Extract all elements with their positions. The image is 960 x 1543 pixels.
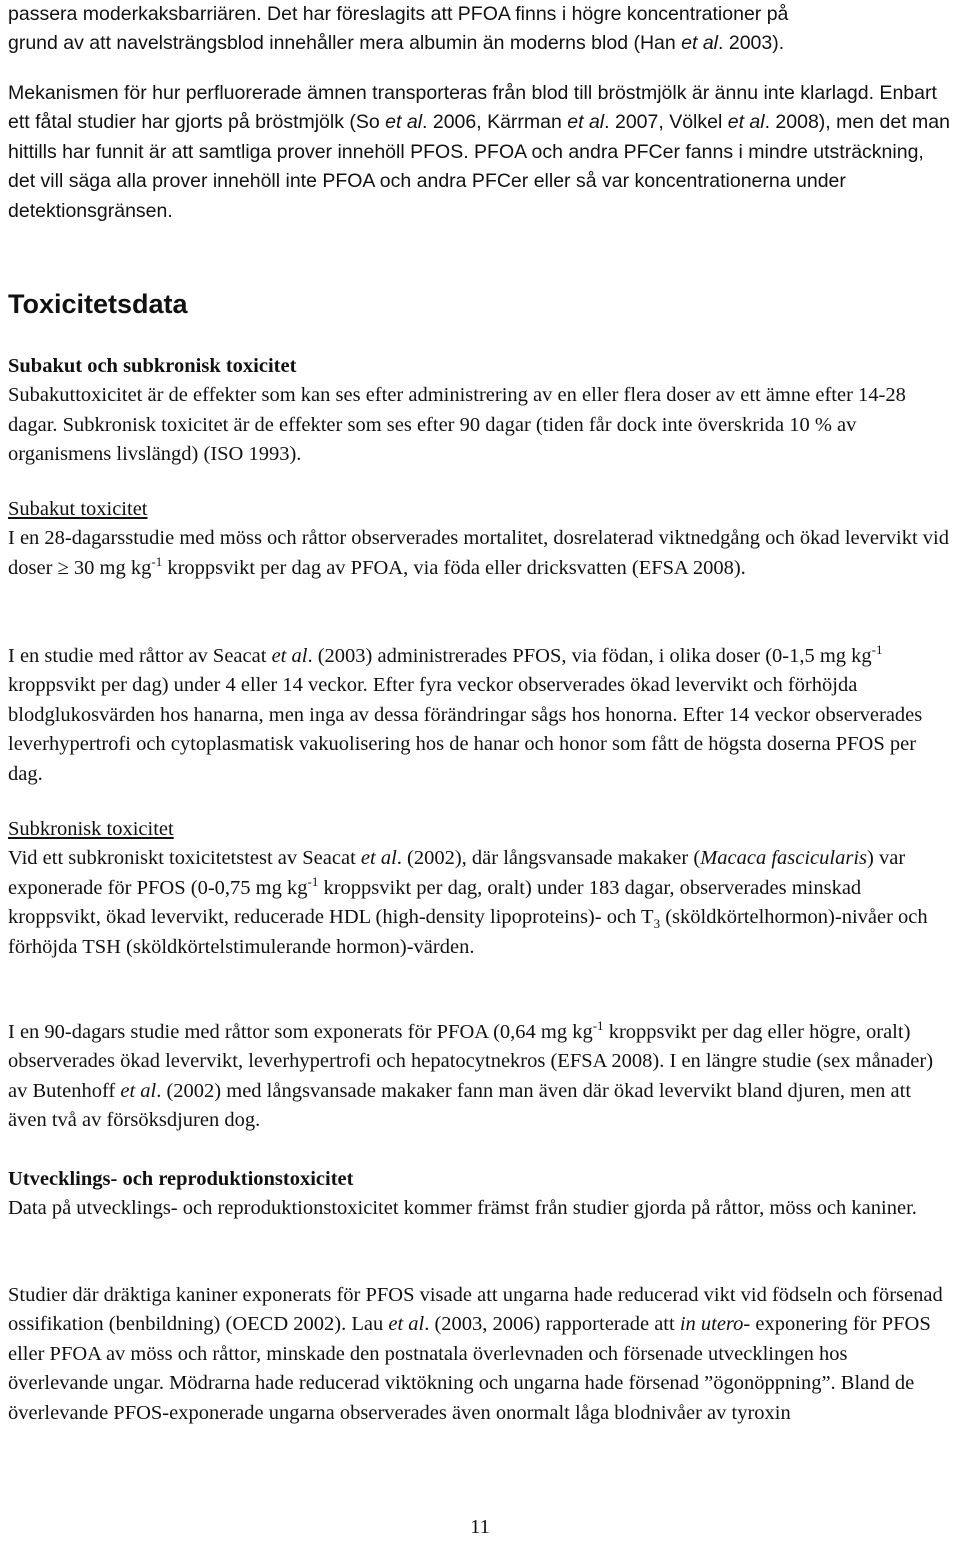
subsection-heading-subakut-subkronisk: Subakut och subkronisk toxicitet — [8, 355, 297, 377]
subchronic-paragraph — [8, 352, 952, 470]
citation-et-al: et al — [385, 111, 423, 134]
subkronisk-section — [8, 815, 952, 962]
seacat-text-c: kroppsvikt per dag) under 4 eller 14 veckor. Efter fyra veckor observerades ökad levervikt och förhöjda blodglukosvärden hos hanarna, men inga av dessa förändringar sågs hos honorna. Efter 14 veckor observerades leverhypertrofi och cytoplasmatisk vakuolisering hos de hanar och honor som fått de högsta doserna PFOS per dag. — [8, 674, 923, 785]
exponent: -1 — [307, 873, 319, 889]
in-utero-term: in utero — [679, 1313, 744, 1336]
exponent: -1 — [592, 1018, 604, 1034]
rabbit-study-paragraph — [8, 1281, 952, 1428]
repro-text-2c: - exponering för PFOS eller PFOA av möss och råttor, minskade den postnatala överlevnaden och försenade utvecklingen hos överlevande ungar. Mödrarna hade reducerad viktökning och ungarna hade försenad ”ögonöppning”. Bland de överlevande PFOS-exponerade ungarna observerades även onormalt låga blodnivåer av tyroxin — [8, 1313, 931, 1424]
subkronisk-text-1e: (sköldkörtelhormon)-nivåer och förhöjda TSH (sköldkörtelstimulerande hormon)-värden. — [8, 906, 928, 958]
citation-et-al: et al — [120, 1079, 157, 1102]
subsection-heading-subakut: Subakut toxicitet — [8, 498, 148, 520]
seacat-text-b: . (2003) administrerades PFOS, via födan, i olika doser (0-1,5 mg kg — [307, 645, 872, 667]
intro-line-2-end: . 2003). — [718, 32, 785, 55]
page-number: 11 — [470, 1516, 490, 1538]
subakut-text-1c: kroppsvikt per dag av PFOA, via föda eller dricksvatten (EFSA 2008). — [162, 556, 746, 579]
citation-et-al: et al — [567, 111, 605, 134]
pfoa-text-a: I en 90-dagars studie med råttor som exponerats för PFOA (0,64 mg kg — [8, 1021, 593, 1043]
citation-et-al: et al — [360, 847, 397, 870]
subkronisk-text-1a: Vid ett subkroniskt toxicitetstest av Seacat — [8, 847, 356, 870]
subakut-text-1a: I en 28-dagarsstudie med möss och råttor observerades mortalitet, dosrelaterad viktnedgång och ökad levervikt vid doser — [8, 527, 949, 579]
pfoa-text-b: kroppsvikt per dag eller högre, oralt) observerades ökad levervikt, leverhypertrofi och hepatocytnekros (EFSA 2008). I en längre studie (sex månader) av Butenhoff — [8, 1021, 934, 1102]
exponent: -1 — [871, 642, 883, 658]
mechanism-text-1: Mekanismen för hur perfluorerade ämnen transporteras från blod till bröstmjölk är ännu inte klarlagd. Enbart ett fåtal studier har gjorts på bröstmjölk (So — [8, 82, 937, 134]
subkronisk-text-1d: kroppsvikt per dag, oralt) under 183 dagar, observerades minskad kroppsvikt, ökad levervikt, reducerade HDL (high-density lipoproteins)- och T — [8, 876, 862, 929]
subsection-heading-subkronisk: Subkronisk toxicitet — [8, 818, 174, 840]
subchronic-text-2: Subkronisk toxicitet är de effekter som ses efter 90 dagar (tiden får dock inte överskrida 10 % av organismens livslängd) (ISO 1993). — [8, 413, 857, 466]
subakut-text-1b: 30 mg kg — [68, 556, 152, 579]
subakut-section — [8, 495, 952, 583]
subkronisk-text-1c: ) var exponerade för PFOS (0-0,75 mg kg — [8, 847, 906, 899]
repro-section — [8, 1165, 952, 1224]
repro-text-2b: . (2003, 2006) rapporterade att — [424, 1313, 675, 1336]
subkronisk-text-1b: . (2002), där långsvansade makaker ( — [396, 847, 701, 870]
mechanism-text-2: . 2006, Kärrman — [422, 111, 562, 134]
subsection-heading-repro: Utvecklings- och reproduktionstoxicitet — [8, 1168, 354, 1190]
intro-line-2: grund av att navelsträngsblod innehåller mera albumin än moderns blod (Han — [8, 32, 676, 55]
seacat-2003-paragraph — [8, 642, 952, 789]
exponent: -1 — [151, 553, 163, 569]
intro-line-1: passera moderkaksbarriären. Det har föreslagits att PFOA finns i högre koncentrationer på — [8, 3, 789, 25]
citation-et-al: et al — [681, 32, 719, 55]
repro-text-2a: Studier där dräktiga kaniner exponerats för PFOS visade att ungarna hade reducerad vikt vid födseln och försenad ossifikation (benbildning) (OECD 2002). Lau — [8, 1284, 943, 1336]
mechanism-paragraph — [8, 79, 952, 226]
citation-et-al: et al — [271, 645, 308, 667]
mechanism-text-4: . 2008), men det man hittills har funnit är att samtliga prover innehöll PFOS. — [8, 111, 950, 163]
subchronic-text-1: Subakuttoxicitet är de effekter som kan ses efter administrering av en eller flera doser av ett ämne efter 14-28 dagar. — [8, 384, 906, 436]
greater-equal-symbol: ≥ — [57, 556, 69, 579]
citation-et-al: et al — [388, 1313, 425, 1336]
pfoa-text-c: . (2002) med långsvansade makaker fann man även där ökad levervikt bland djuren, men att även två av försöksdjuren dog. — [8, 1079, 912, 1132]
mechanism-text-3: . 2007, Völkel — [604, 111, 723, 134]
repro-text-1: Data på utvecklings- och reproduktionstoxicitet kommer främst från studier gjorda på råttor, möss och kaniner. — [8, 1197, 917, 1220]
section-heading-toxicitetsdata: Toxicitetsdata — [8, 289, 188, 319]
species-name: Macaca fascicularis — [700, 847, 868, 870]
seacat-text-a: I en studie med råttor av Seacat — [8, 645, 267, 667]
subscript-3: 3 — [653, 916, 661, 932]
intro-paragraph — [8, 0, 952, 59]
pfoa-90-day-paragraph — [8, 1018, 952, 1136]
mechanism-text-5: PFOA och andra PFCer fanns i mindre utsträckning, det vill säga alla prover innehöll inte PFOA och andra PFCer eller så var koncentrationerna under detektionsgränsen. — [8, 140, 924, 222]
citation-et-al: et al — [727, 111, 765, 134]
